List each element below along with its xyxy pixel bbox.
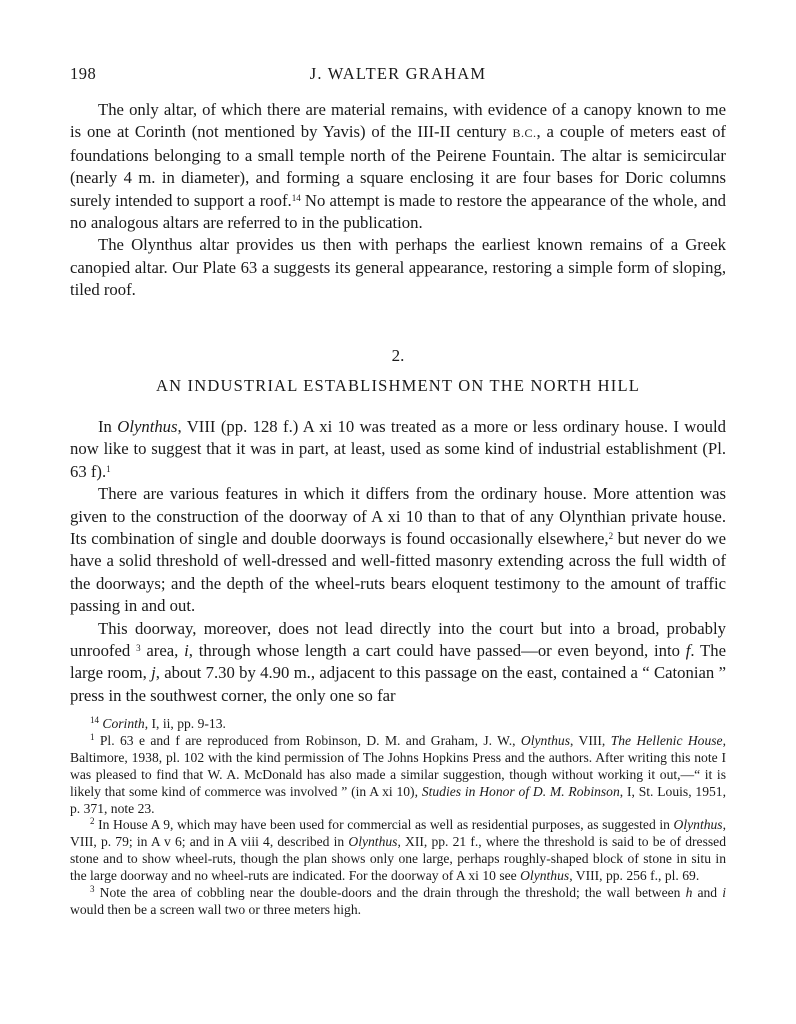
section-number: 2. bbox=[391, 346, 405, 365]
paragraph-corinth-altar: The only altar, of which there are material remains, with evidence of a canopy known to me is one at Corinth (not mentioned by Yavis) of the III-II century B.C., a couple of meters east of foundations belonging to a small temple north of the Peirene Fountain. The altar is semicircular (nearly 4 m. in diameter), and forming a square enclosing it are four bases for Doric columns surely intended to support a roof.$^{14}$ No attempt is made to restore the appearance of the whole, and no analogous altars are referred to in the publication. bbox=[70, 100, 727, 233]
running-head-author: J. WALTER GRAHAM bbox=[309, 64, 487, 83]
section-title: AN INDUSTRIAL ESTABLISHMENT ON THE NORTH HILL bbox=[155, 376, 641, 395]
footnote-ref-1: 1 bbox=[106, 463, 111, 474]
body-text-section bbox=[70, 416, 726, 707]
paragraph-features: There are various features in which it differs from the ordinary house. More attention was given to the construction of the doorway of A xi 10 than to that of any Olynthian private house. Its combination of single and double doorways is found occasionally elsewhere,$^2$ but never do we have a solid threshold of well-dressed and well-fitted masonry extending across the full width of the doorways; and the depth of the wheel-ruts bears eloquent testimony to the amount of traffic passing in and out. bbox=[70, 484, 726, 616]
paragraph-industrial-intro: In Olynthus, VIII (pp. 128 f.) A xi 10 was treated as a more or less ordinary house. I would now like to suggest that it was in part, at least, used as some kind of industrial establishment (Pl. 63 f).$^1$ bbox=[70, 417, 726, 481]
body-text-top bbox=[70, 99, 726, 302]
footnote-ref-2: 2 bbox=[608, 531, 614, 542]
footnote-2: $^2$ In House A 9, which may have been used for commercial as well as residential purposes, as suggested in Olynthus, VIII, p. 79; in A v 6; and in A viii 4, described in Olynthus, XII, pp. 21 f., where the threshold is said to be of dressed stone and to show wheel-ruts, though the plan shows only one large, perhaps roughly-shaped block of stone in situ in the large doorway and no wheel-ruts are indicated. For the doorway of A xi 10 see Olynthus, VIII, pp. 256 f., pl. 69. bbox=[70, 816, 727, 884]
footnote-3: $^3$ Note the area of cobbling near the double-doors and the drain through the threshold; the wall between h and i would then be a screen wall two or three meters high. bbox=[70, 884, 726, 917]
paragraph-doorway: This doorway, moreover, does not lead directly into the court but into a broad, probably unroofed $^3$ area, i, through whose length a cart could have passed—or even beyond, into f. The large room, j, about 7.30 by 4.90 m., adjacent to this passage on the east, contained a “ Catonian ” press in the southwest corner, the only one so far bbox=[70, 618, 726, 705]
footnote-ref-3: 3 bbox=[136, 643, 141, 654]
footnotes bbox=[70, 716, 726, 919]
footnote-ref-14: 14 bbox=[291, 192, 301, 203]
footnote-14: $^{14}$ Corinth, I, ii, pp. 9-13. bbox=[90, 715, 226, 731]
paragraph-olynthus-altar: The Olynthus altar provides us then with perhaps the earliest known remains of a Greek canopied altar. Our Plate 63 a suggests its general appearance, restoring a simple form of sloping, tiled roof. bbox=[70, 235, 726, 300]
footnote-1: $^1$ Pl. 63 e and f are reproduced from Robinson, D. M. and Graham, J. W., Olynthus, VIII, The Hellenic House, Baltimore, 1938, pl. 102 with the kind permission of The Johns Hopkins Press and the authors. After writing this note I was pleased to find that W. A. McDonald has also made a similar suggestion, though without working it out,—“ it is likely that some kind of commerce was involved ” (in A xi 10), Studies in Honor of D. M. Robinson, I, St. Louis, 1951, p. 371, note 23. bbox=[70, 731, 726, 816]
small-caps-bc: B.C. bbox=[512, 126, 537, 141]
page-number: 198 bbox=[70, 64, 97, 83]
